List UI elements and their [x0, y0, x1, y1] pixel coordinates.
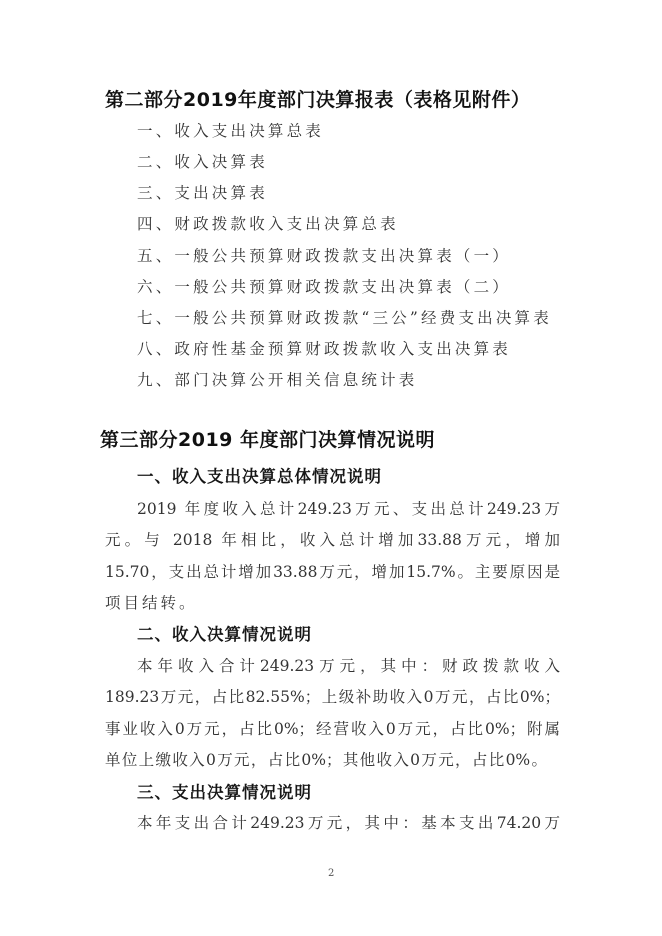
paragraph-line: 元。与 2018 年相比，收入总计增加33.88万元，增加	[105, 531, 560, 549]
part2-title: 第二部分2019年度部门决算报表（表格见附件）	[105, 89, 531, 111]
list-item: 三、支出决算表	[137, 184, 268, 202]
list-item: 九、部门决算公开相关信息统计表	[137, 371, 418, 389]
list-item: 六、一般公共预算财政拨款支出决算表（二）	[137, 278, 512, 296]
paragraph-line: 项目结转。	[105, 594, 198, 612]
list-item: 八、政府性基金预算财政拨款收入支出决算表	[137, 340, 512, 358]
section-heading-expenditure: 三、支出决算情况说明	[137, 783, 312, 802]
paragraph-line: 事业收入0万元，占比0%；经营收入0万元，占比0%；附属	[105, 720, 560, 738]
paragraph-line: 本年支出合计249.23万元，其中：基本支出74.20万	[137, 814, 560, 832]
list-item: 一、收入支出决算总表	[137, 122, 325, 140]
section-heading-overall: 一、收入支出决算总体情况说明	[137, 467, 382, 486]
page-number: 2	[328, 868, 335, 879]
paragraph-line: 单位上缴收入0万元，占比0%；其他收入0万元，占比0%。	[105, 751, 547, 769]
part3-title: 第三部分2019 年度部门决算情况说明	[100, 429, 435, 451]
list-item: 五、一般公共预算财政拨款支出决算表（一）	[137, 247, 512, 265]
paragraph-line: 本年收入合计249.23万元，其中：财政拨款收入	[137, 657, 560, 675]
paragraph-line: 15.70，支出总计增加33.88万元，增加15.7%。主要原因是	[105, 563, 560, 581]
paragraph-line: 2019 年度收入总计249.23万元、支出总计249.23万	[137, 500, 560, 518]
list-item: 二、收入决算表	[137, 153, 268, 171]
list-item: 四、财政拨款收入支出决算总表	[137, 215, 399, 233]
section-heading-income: 二、收入决算情况说明	[137, 625, 312, 644]
list-item: 七、一般公共预算财政拨款“三公”经费支出决算表	[137, 309, 552, 327]
paragraph-line: 189.23万元，占比82.55%；上级补助收入0万元，占比0%；	[105, 688, 560, 706]
